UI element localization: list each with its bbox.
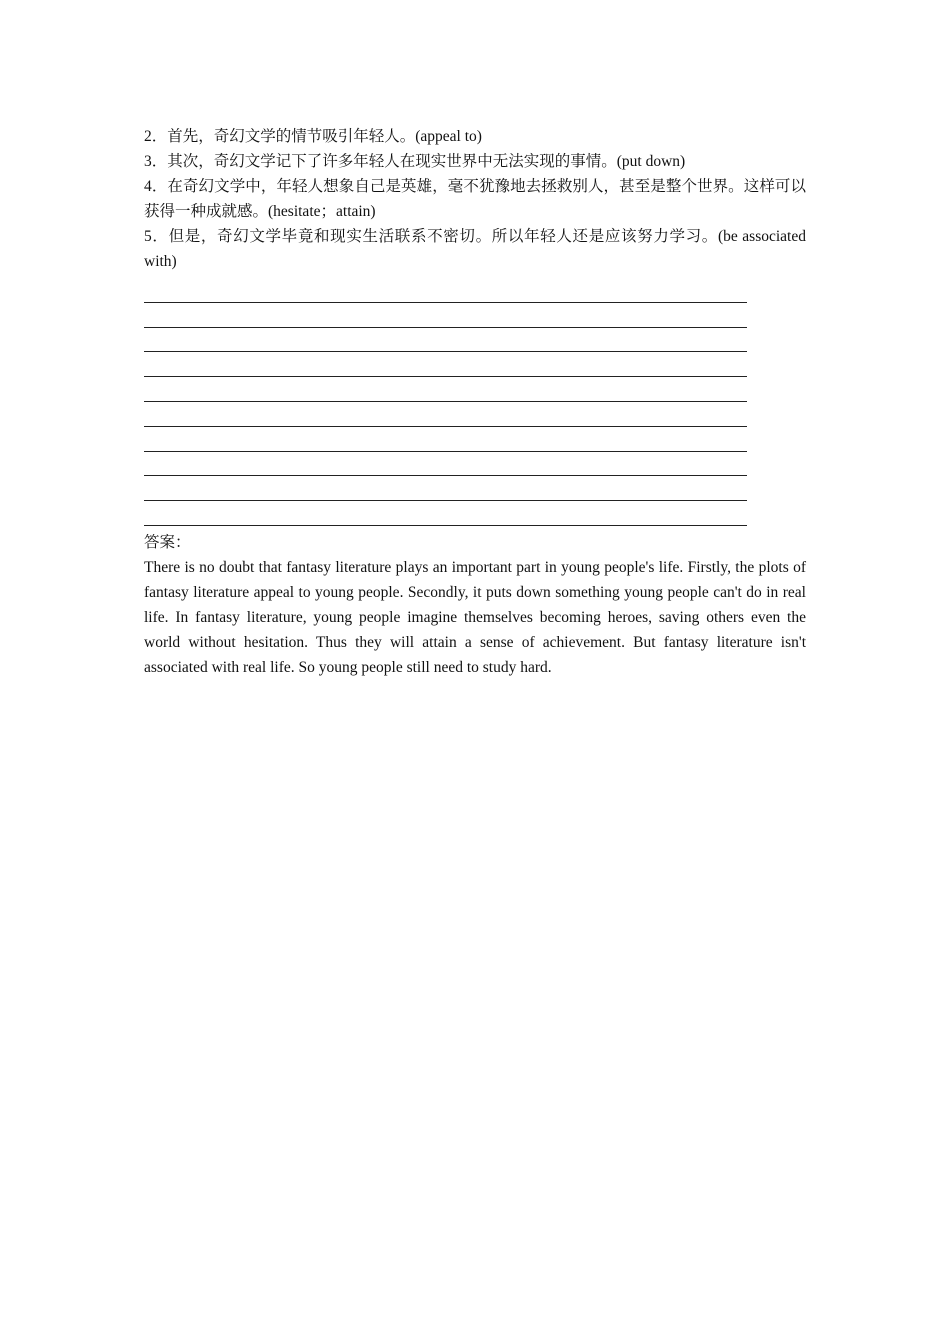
writing-line xyxy=(144,278,747,303)
writing-line xyxy=(144,452,747,477)
writing-line xyxy=(144,427,747,452)
writing-line xyxy=(144,377,747,402)
prompt-item-5: 5．但是，奇幻文学毕竟和现实生活联系不密切。所以年轻人还是应该努力学习。(be associated with) xyxy=(144,228,806,270)
writing-line xyxy=(144,402,747,427)
prompt-item-3: 3．其次，奇幻文学记下了许多年轻人在现实世界中无法实现的事情。(put down) xyxy=(144,153,686,170)
document-page xyxy=(144,124,806,680)
writing-line xyxy=(144,476,747,501)
writing-line xyxy=(144,501,747,526)
writing-line xyxy=(144,303,747,328)
writing-line xyxy=(144,352,747,377)
writing-line xyxy=(144,328,747,353)
prompt-item-4: 4．在奇幻文学中，年轻人想象自己是英雄，毫不犹豫地去拯救别人，甚至是整个世界。这样可以获得一种成就感。(hesitate；attain) xyxy=(144,178,806,220)
prompt-item-2: 2．首先，奇幻文学的情节吸引年轻人。(appeal to) xyxy=(144,128,482,145)
answer-label: 答案： xyxy=(144,533,191,551)
writing-area xyxy=(144,278,747,526)
answer-text: There is no doubt that fantasy literature plays an important part in young people's life. Firstly, the plots of fantasy literature appeal to young people. Secondly, it puts down something young people can't do in real life. In fantasy literature, young people imagine themselves becoming heroes, saving others even the world without hesitation. Thus they will attain a sense of achievement. But fantasy literature isn't associated with real life. So young people still need to study hard. xyxy=(144,558,806,676)
